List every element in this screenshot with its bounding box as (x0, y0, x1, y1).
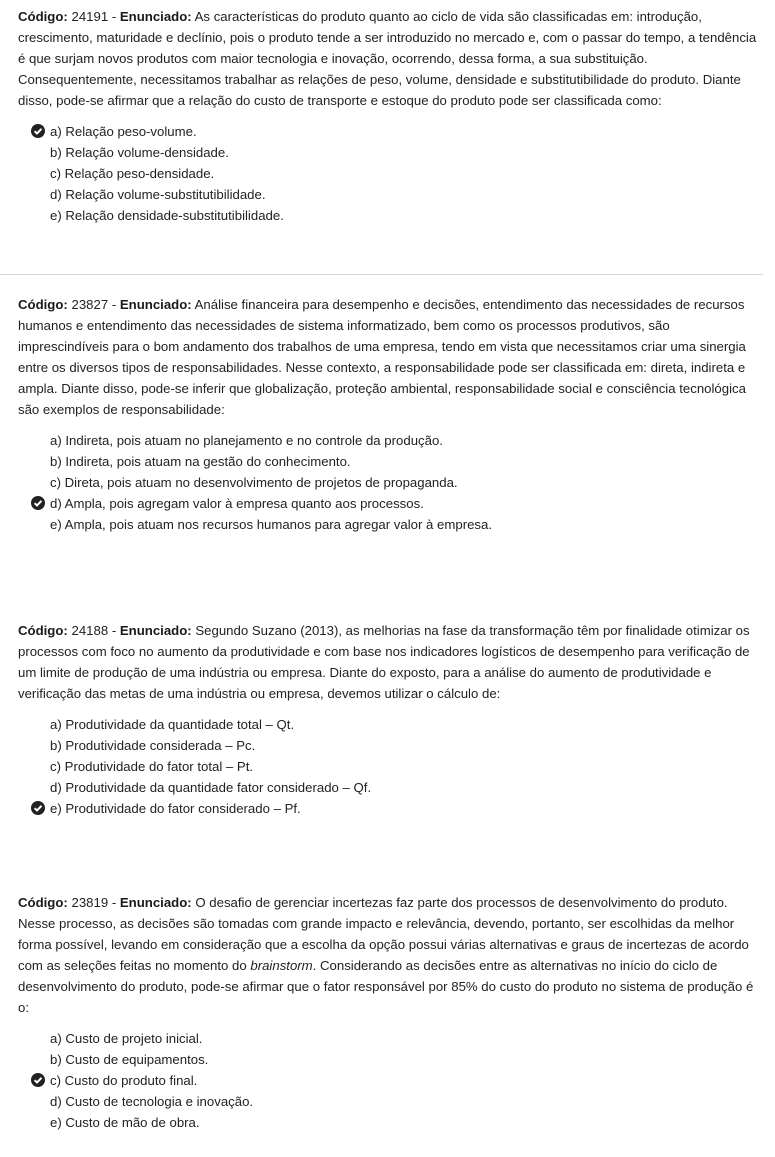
statement-label: Enunciado: (119, 9, 192, 24)
question-text: Código: 23827 - Enunciado: Análise financeira para desempenho e decisões, entendimento das necessidades de recursos humanos e entendimento das necessidades de sistema informatizado, bem como os processos produtivos, são imprescindíveis para o bom andamento dos trabalhos de uma empresa, tendo em vista que necessitamos criar uma sinergia entre os diversos tipos de responsabilidades. Nesse contexto, a responsabilidade pode ser classificada em: direta, indireta e ampla. Diante disso, pode-se inferir que globalização, proteção ambiental, responsabilidade social e consciência tecnológica são exemplos de responsabilidade: (18, 297, 746, 417)
question-statement-italic: brainstorm (250, 958, 313, 973)
option-label: a) Relação peso-volume. (50, 124, 197, 139)
option-a[interactable] (18, 1028, 763, 1049)
option-label: b) Custo de equipamentos. (50, 1052, 209, 1067)
option-e[interactable] (18, 1112, 763, 1133)
option-label: d) Relação volume-substitutibilidade. (50, 187, 266, 202)
statement-label: Enunciado: (119, 297, 192, 312)
option-c[interactable] (18, 472, 763, 493)
option-e[interactable] (18, 205, 763, 226)
section-divider (0, 274, 763, 275)
option-label: c) Custo do produto final. (50, 1073, 198, 1088)
option-label: e) Produtividade do fator considerado – Pf. (50, 801, 301, 816)
option-e[interactable] (18, 514, 763, 535)
question-statement: O desafio de gerenciar incertezas faz parte dos processos de desenvolvimento do produto. Nesse processo, as decisões são tomadas com grande impacto e relevância, devendo, portanto, ser escolhidas da melhor forma possível, levando em consideração que a escolha da opção possui várias alternativas e graus de incertezas de acordo com as seleções feitas no momento do (18, 895, 749, 973)
option-label: b) Indireta, pois atuam na gestão do conhecimento. (50, 454, 351, 469)
question-code: 24188 (71, 623, 109, 638)
option-label: e) Ampla, pois atuam nos recursos humanos para agregar valor à empresa. (50, 517, 493, 532)
option-label: b) Relação volume-densidade. (50, 145, 229, 160)
option-label: c) Produtividade do fator total – Pt. (50, 759, 254, 774)
code-label: Código: (18, 9, 68, 24)
option-b[interactable] (18, 451, 763, 472)
option-c[interactable] (18, 756, 763, 777)
question-text: Código: 24188 - Enunciado: Segundo Suzano (2013), as melhorias na fase da transformação têm por finalidade otimizar os processos com foco no aumento da produtividade e com base nos indicadores logísticos de desempenho para verificação de um limite de produção de uma indústria ou empresa. Diante do exposto, para a análise do aumento de produtividade e verificação das metas de uma indústria ou empresa, devemos utilizar o cálculo de: (18, 623, 750, 701)
option-label: e) Relação densidade-substitutibilidade. (50, 208, 284, 223)
options-list (18, 1028, 763, 1133)
option-a[interactable] (18, 121, 763, 142)
option-label: d) Ampla, pois agregam valor à empresa quanto aos processos. (50, 496, 424, 511)
option-d[interactable] (18, 1091, 763, 1112)
option-label: c) Relação peso-densidade. (50, 166, 215, 181)
options-list (18, 121, 763, 226)
question-statement-end: . Considerando as decisões entre as alternativas no início do ciclo de desenvolvimento do produto, pode-se afirmar que o fator responsável por 85% do custo do produto no sistema de produção é o: (18, 958, 754, 1015)
option-b[interactable] (18, 1049, 763, 1070)
option-label: c) Direta, pois atuam no desenvolvimento de projetos de propaganda. (50, 475, 458, 490)
question-statement: Segundo Suzano (2013), as melhorias na fase da transformação têm por finalidade otimizar os processos com foco no aumento da produtividade e com base nos indicadores logísticos de desempenho para verificação de um limite de produção de uma indústria ou empresa. Diante do exposto, para a análise do aumento de produtividade e verificação das metas de uma indústria ou empresa, devemos utilizar o cálculo de: (18, 623, 750, 701)
option-e[interactable] (18, 798, 763, 819)
code-label: Código: (18, 623, 68, 638)
option-label: a) Indireta, pois atuam no planejamento e no controle da produção. (50, 433, 443, 448)
statement-label: Enunciado: (119, 623, 192, 638)
option-c[interactable] (18, 1070, 763, 1091)
options-list (18, 714, 763, 819)
option-label: d) Produtividade da quantidade fator considerado – Qf. (50, 780, 372, 795)
question-23827 (18, 294, 763, 535)
check-circle-icon (31, 124, 45, 138)
question-statement: Análise financeira para desempenho e decisões, entendimento das necessidades de recursos humanos e entendimento das necessidades de sistema informatizado, bem como os processos produtivos, são imprescindíveis para o bom andamento dos trabalhos de uma empresa, tendo em vista que necessitamos criar uma sinergia entre os diversos tipos de responsabilidades. Nesse contexto, a responsabilidade pode ser classificada em: direta, indireta e ampla. Diante disso, pode-se inferir que globalização, proteção ambiental, responsabilidade social e consciência tecnológica são exemplos de responsabilidade: (18, 297, 746, 417)
question-text: Código: 24191 - Enunciado: As características do produto quanto ao ciclo de vida são classificadas em: introdução, crescimento, maturidade e declínio, pois o produto tende a ser introduzido no mercado e, com o passar do tempo, a tendência é que surjam novos produtos com maior tecnologia e inovação, ocorrendo, dessa forma, a sua substituição. Consequentemente, necessitamos trabalhar as relações de peso, volume, densidade e substitutibilidade do produto. Diante disso, pode-se afirmar que a relação do custo de transporte e estoque do produto pode ser classificada como: (18, 9, 757, 108)
question-text: Código: 23819 - Enunciado: O desafio de gerenciar incertezas faz parte dos processos de desenvolvimento do produto. Nesse processo, as decisões são tomadas com grande impacto e relevância, devendo, portanto, ser escolhidas da melhor forma possível, levando em consideração que a escolha da opção possui várias alternativas e graus de incertezas de acordo com as seleções feitas no momento do brainstorm. Considerando as decisões entre as alternativas no início do ciclo de desenvolvimento do produto, pode-se afirmar que o fator responsável por 85% do custo do produto no sistema de produção é o: (18, 895, 754, 1015)
option-a[interactable] (18, 714, 763, 735)
option-d[interactable] (18, 493, 763, 514)
option-a[interactable] (18, 430, 763, 451)
option-c[interactable] (18, 163, 763, 184)
option-label: a) Custo de projeto inicial. (50, 1031, 203, 1046)
check-circle-icon (31, 1073, 45, 1087)
option-d[interactable] (18, 184, 763, 205)
question-code: 23819 (71, 895, 109, 910)
question-statement: As características do produto quanto ao ciclo de vida são classificadas em: introdução, crescimento, maturidade e declínio, pois o produto tende a ser introduzido no mercado e, com o passar do tempo, a tendência é que surjam novos produtos com maior tecnologia e inovação, ocorrendo, dessa forma, a sua substituição. Consequentemente, necessitamos trabalhar as relações de peso, volume, densidade e substitutibilidade do produto. Diante disso, pode-se afirmar que a relação do custo de transporte e estoque do produto pode ser classificada como: (18, 9, 757, 108)
question-24188 (18, 620, 763, 819)
question-code: 24191 (71, 9, 109, 24)
question-23819 (18, 892, 763, 1133)
question-code: 23827 (71, 297, 109, 312)
check-circle-icon (31, 801, 45, 815)
options-list (18, 430, 763, 535)
code-label: Código: (18, 895, 68, 910)
question-24191 (18, 6, 763, 226)
option-label: b) Produtividade considerada – Pc. (50, 738, 256, 753)
statement-label: Enunciado: (119, 895, 192, 910)
option-d[interactable] (18, 777, 763, 798)
option-label: a) Produtividade da quantidade total – Qt. (50, 717, 295, 732)
option-b[interactable] (18, 735, 763, 756)
option-label: e) Custo de mão de obra. (50, 1115, 200, 1130)
check-circle-icon (31, 496, 45, 510)
code-label: Código: (18, 297, 68, 312)
option-label: d) Custo de tecnologia e inovação. (50, 1094, 254, 1109)
option-b[interactable] (18, 142, 763, 163)
